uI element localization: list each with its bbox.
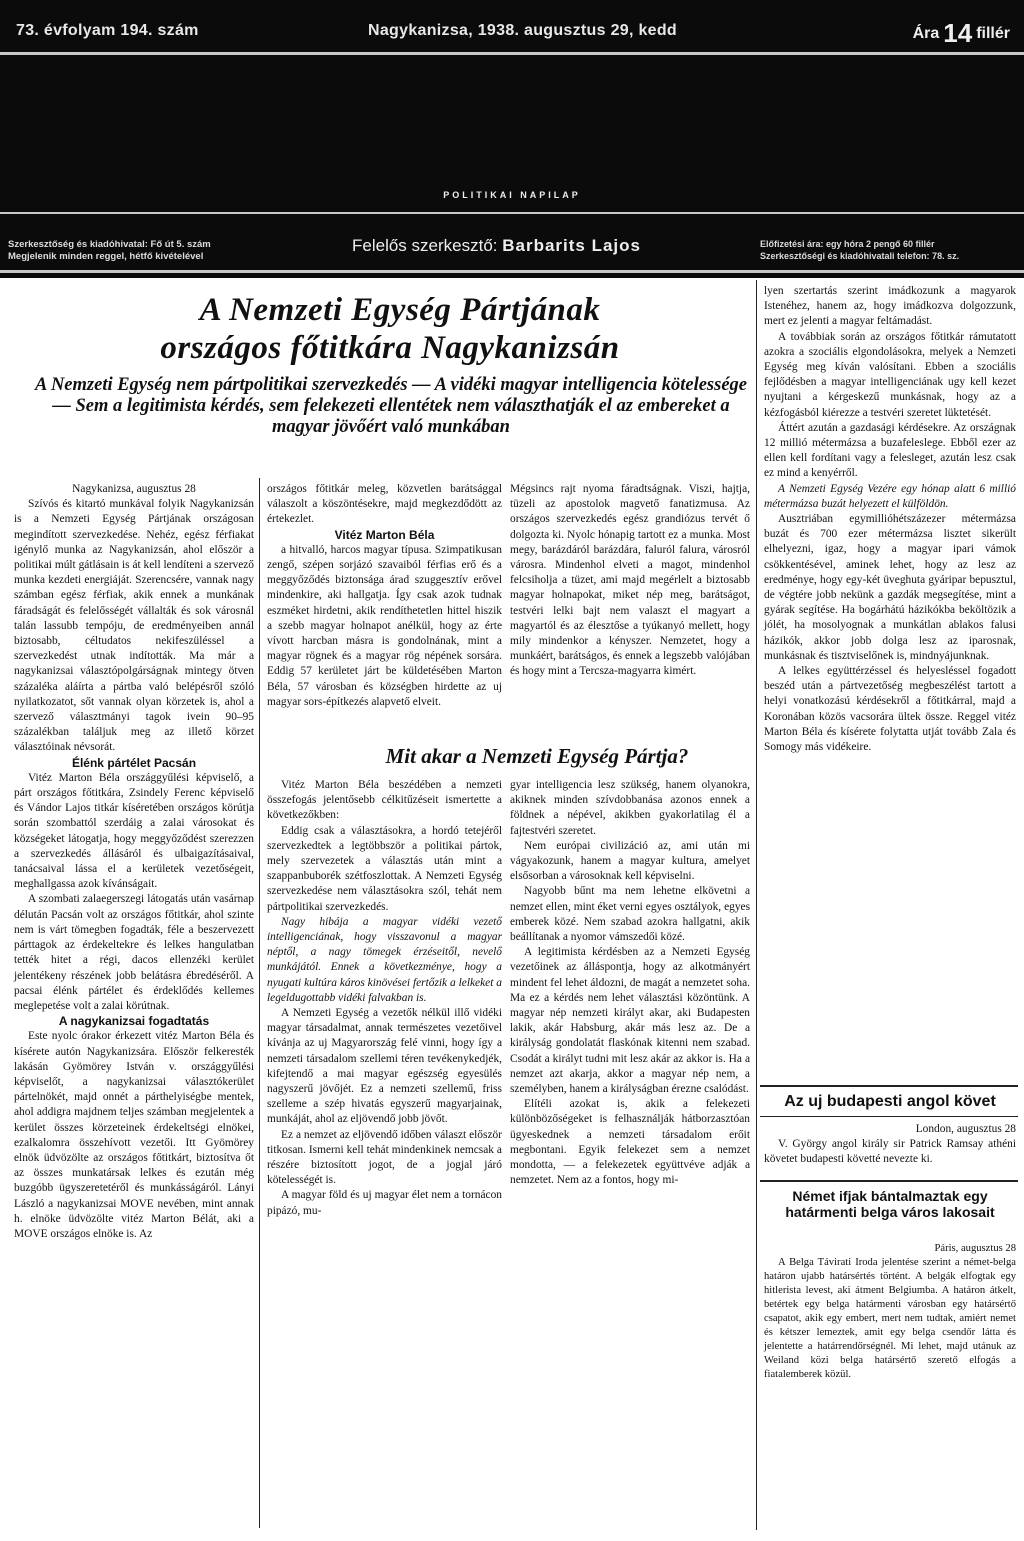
editor: Felelős szerkesztő: Barbarits Lajos <box>352 236 641 255</box>
paragraph: Elítéli azokat is, akik a felekezeti különbözőségeket is felhasználják hátborzasztóan ügyeskednek a nemzeti társadalom erőit megbontani. Egyik felekezet sem a nemzet mondotta, — a felekezetek együttvéve adják a nemzetet. Nem az a fontos, hogy mi- <box>510 1098 750 1187</box>
box-rule <box>760 1116 1018 1117</box>
paragraph: Vitéz Marton Béla országgyűlési képviselő, a párt országos főtitkára, Zsindely Ferenc képviselő és Vándor Lajos titkár kíséretében országos körútja során szombattól szerdáig a zalai városokat és községeket látogatja, hogy meggyőződést szerezzen a szervezkedés állásáról és ulbaigazításaival, tanácsaival lássa el a kerületek vezetőségeit, meghallgassa azok kívánságait. <box>14 771 254 891</box>
headline-line1: A Nemzeti Egység Pártjának <box>199 292 601 328</box>
section-label: POLITIKAI NAPILAP <box>443 190 581 200</box>
paragraph: A Nemzeti Egység a vezetők nélkül illő vidéki magyar társadalmat, annak természetes vezetőivel kívánja az uj Magyarország felé vinni, hogy így a nemzeti társadalom szellemi téren tevékenykedjék, kifejtendő a mai magyar egészség egyesülés nagyszerű jövőjét. Ez a nemzeti szellemű, friss szelleme a szép hivatás egyszerű magyarjainak, munkáját, ahol az eljövendő jobb jövőt. <box>267 1007 502 1126</box>
dateline: London, augusztus 28 <box>915 1123 1016 1135</box>
column-3-lower <box>510 778 750 1188</box>
column-divider <box>756 280 757 1530</box>
paragraph: országos főtitkár meleg, közvetlen barátsággal válaszolt a köszöntésekre, majd megkezdődött az értekezlet. <box>267 483 502 526</box>
column-4 <box>764 284 1016 755</box>
subscription-line2: Szerkesztőségi és kiadóhivatali telefon: 78. sz. <box>760 251 960 261</box>
subheadline: A Nemzeti Egység nem pártpolitikai szervezkedés — A vidéki magyar intelligencia kötelessége — Sem a legitimista kérdés, sem felekezeti ellentétek nem választhatják el az embereket a magyar jövőért való munkában <box>35 375 747 437</box>
paragraph: lyen szertartás szerint imádkozunk a magyarok Istenéhez, hanem az, hogy imádkozva dolgozzunk, mert ez jelenti a magyar feltámadást. <box>764 285 1016 328</box>
section-heading: A nagykanizsai fogadtatás <box>58 1014 210 1029</box>
paragraph: Áttért azután a gazdasági kérdésekre. Az országnak 12 millió métermázsa a buzafeleslege. Ebből ezer az ellen kell fordítani vagy a felesleget, azután lesz csak ez mind a kenyérről. <box>764 421 1016 480</box>
paragraph: Vitéz Marton Béla beszédében a nemzeti összefogás jelentősebb célkitűzéseit ismertette a következőkben: <box>267 779 502 822</box>
masthead-rule-mid <box>0 212 1024 214</box>
paragraph: Eddig csak a választásokra, a hordó tetejéről szervezkedtek a legtöbbször a politikai pártok, mely szervezetek a választás után mint a szappanbuborék szétfoszlottak. A Nemzeti Egység szervezkedése nem választásokra szól, tehát nem pártpolitikai szervezkedés. <box>267 824 502 913</box>
paragraph: A Nemzeti Egység Vezére egy hónap alatt 6 millió métermázsa buzát helyezett el külföldön. <box>764 482 1016 510</box>
column-3-upper <box>510 482 750 680</box>
paragraph: Nagyobb bűnt ma nem lehetne elkövetni a nemzet ellen, mint éket verni egyes osztályok, egyes emberek közé. Nem szabad azokra hallgatni, akik beállítanak a nyomor vámszedői közé. <box>510 885 750 944</box>
masthead <box>0 0 1024 278</box>
office-line1: Szerkesztőség és kiadóhivatal: Fő út 5. szám <box>8 239 211 250</box>
column-1 <box>14 482 254 1242</box>
column-2-lower <box>267 778 502 1219</box>
paragraph: A továbbiak során az országos főtitkár rámutatott azokra a szociális elgondolásokra, melyek a Nemzeti Egység meg kíván valósítani. Ebben a szociális fejlődésben a magyar intelligenciának ugy kell kezet nyujtani a kérgeskezű munkásnak, hogy az a kézfogásból kiérezze a testvéri szeretet lüktetését. <box>764 330 1016 419</box>
paragraph: Ausztriában egymillióhétszázezer métermázsa buzát és 700 ezer métermázsa lisztet sikerült elhelyezni, igaz, hogy a magyar ipari vámok csökkentésével, aminek lehet, hogy az lesz az eredménye, hogy egy-két üveghuta gyáripar bepusztul, de végtére jobb nekünk a gazdák megsegítése, mint a gyárak segítése. Ha bogárhátú házikókba beköltözik a jólét, ha mosolyognak a munkátlan ablakos falusi házikók, akkor jobb dolga lesz az iparosnak, munkásnak és tisztviselőnek is, mindnyájunknak. <box>764 513 1016 662</box>
paragraph: A Belga Távirati Iroda jelentése szerint a német-belga határon ujabb határsértés történt. A belgák elfogtak egy hitlerista levest, aki átment Belgiumba. A határon átkelt, betértek egy belga határmenti városban egy határsértő csapatot, akik egy embert, mert nem tudtak, amiért nemet és kétszer lemeztek, amit egy belga csendőr látta és jelentette a határrendőrségnél. Mi lehet, majd utánuk az Weiland közi belga határsértő szerető elfogás a fiatalemberek közül. <box>764 1257 1016 1380</box>
news-item-2 <box>764 1242 1016 1382</box>
paragraph: Ez a nemzet az eljövendő időben választ először titkosan. Ismerni kell tehát mindenkinek nemcsak a részére biztosított jogot, de a jogjal járó kötelességét is. <box>267 1128 502 1187</box>
paragraph: A magyar föld és uj magyar élet nem a tornácon pipázó, mu- <box>267 1189 502 1217</box>
column-2-upper <box>267 482 502 710</box>
masthead-rule-bottom <box>0 270 1024 273</box>
office-line2: Megjelenik minden reggel, hétfő kivételével <box>8 251 204 262</box>
paragraph: Nagy hibája a magyar vidéki vezető intelligenciának, hogy visszavonul a magyar néptől, a nagy tömegek érzéseitől, nevelő munkájától. Ennek a következménye, hogy a nyugati kultúra káros kinövései fertőzik a lelkeket a legeldugottabb vidéki falvakban is. <box>267 915 502 1004</box>
paragraph: Mégsincs rajt nyoma fáradtságnak. Viszi, hajtja, tüzeli az apostolok magvető fanatizmusa. Az országos szervezkedés egész grandiózus tervét ő dolgozta ki. Nyolc hónapig tartott ez a munka. Most megy, barázdáról barázdára, faluról falura, városról városra. Mindenhol elveti a magot, mindenhol felcsiholja a tüzet, ami majd megérlelt a biztosabb magyar holnapokat, miket nép meg, barátságot, testvéri lelki bajt nem valaszt el magyart a magyartól és az élesztőse a tyúkanyó mellett, hogy mily mindenkor a kényszer. Nemzetet, hogy a munkáért, barátságos, és ennek a legszebb valójában és hogy mint a Tercsza-magyarra kimért. <box>510 483 750 678</box>
column-divider <box>259 478 260 1528</box>
paragraph: a hitvalló, harcos magyar típusa. Szimpatikusan zengő, szépen sorjázó szavaiból férfias erő és a meggyőződés biztonsága árad szuggesztív erővel mindenkire, aki hallgatja. Így csak azok tudnak eszméket hirdetni, akik rendíthetetlen hittel hiszik a szebb magyar holnapot anélkül, hogy az érte vívott harcban másra is gondolnának, mint a magyar rögnek és a magyar rög népének sorsára. Eddig 57 kerületet járt be küldetésében Marton Béla, 57 városban és községben hirdette az uj magyar sors-építkezés alapvető elveit. <box>267 543 502 708</box>
paragraph: A legitimista kérdésben az a Nemzeti Egység vezetőinek az álláspontja, hogy az alkotmányért mindent fel lehet áldozni, de magát a nemzetet soha. Ma ez a kérdés nem lehet választási közöntünk. A magyar nép nemzeti királyt akar, aki Budapesten lakik, akár Habsburg, akár más lesz az. De a királyság gondolatát flaskónak kitenni nem szabad. Csodát a királyt tudni mit lesz akár az akkor is. Ha a nemzet azt akarja, akkor a magyar nép nem, a személyben, hanem a királyságban érezne csalódást. <box>510 946 750 1096</box>
price: Ára 14 fillér <box>912 18 1010 48</box>
paragraph: V. György angol király sir Patrick Ramsay athéni követet budapesti követté nevezte ki. <box>764 1138 1016 1166</box>
news-item-1 <box>764 1122 1016 1168</box>
paragraph: Este nyolc órakor érkezett vitéz Marton Béla és kísérete autón Nagykanizsára. Először felkeresték lakásán Gyömörey István v. országgyűlési képviselőt, a nagykanizsai választókerület pártelnökét, majd onnét a párthelyiségbe mentek, ahol addigra majdnem teljes számban megjelentek a kerület összes körzeteinek érdekeltségi elnökei, ezalkalomra összehívott vezetői. Itt Gyömörey elnök üdvözölte az országos főtitkárt, biztosítva őt az összes munkatársak lelkes és ezután még buzgóbb ügyszeretetéről és munkásságáról. Lányi László a nagykanizsai MOVE nevében, mint annak h. elnöke üdvözölte vitéz Marton Bélát, aki a MOVE országos elnöke is. Az <box>14 1030 254 1240</box>
section-heading: Élénk pártélet Pacsán <box>71 755 197 770</box>
paragraph: gyar intelligencia lesz szükség, hanem olyanokra, akiknek minden szívdobbanása azonos ennek a földnek a népével, akikben gyakorlatilag él a fajtestvéri szeretet. <box>510 779 750 837</box>
news-headline: Az uj budapesti angol követ <box>784 1093 996 1110</box>
editor-name: Barbarits Lajos <box>502 236 641 255</box>
section-headline: Mit akar a Nemzeti Egység Pártja? <box>385 744 689 768</box>
news-headline: Német ifjak bántalmaztak egy határmenti belga város lakosait <box>785 1188 995 1220</box>
dateline: Páris, augusztus 28 <box>934 1243 1016 1254</box>
dateline: Nagykanizsa, augusztus 28 <box>72 483 196 495</box>
headline-line2: országos főtitkára Nagykanizsán <box>160 330 620 366</box>
section-heading: Vitéz Marton Béla <box>334 527 435 542</box>
paragraph: A lelkes együttérzéssel és helyesléssel fogadott beszéd után a pártvezetőség megbeszélést tartott a helyi vonatkozású kérdésekről a főtitkárral, majd a Koronában közös vacsorára ültek össze. Reggel vitéz Marton Béla és kísérete folytatta utját tovább Zala és Somogy más vidékeire. <box>764 665 1016 754</box>
box-rule <box>760 1085 1018 1087</box>
place-date: Nagykanizsa, 1938. augusztus 29, kedd <box>368 22 678 39</box>
masthead-rule-top <box>0 52 1024 55</box>
volume-info: 73. évfolyam 194. szám <box>16 22 199 39</box>
paragraph: A szombati zalaegerszegi látogatás után vasárnap délután Pacsán volt az országos főtitkár, ahol szinte nem is várt tömegben fogadták, féle a beszervezett párttagok az érdekeltekre és lelkes hangulatban tették hitet a régi, dacos ellenzéki kerület jelentékeny részének jobb belátásra ébredéséről. A pacsai élénk pártélet és érdeklődés kellemes meglepetése volt a zalai körútnak. <box>14 893 254 1012</box>
price-value: 14 <box>943 18 973 48</box>
paragraph: Szívós és kitartó munkával folyik Nagykanizsán is a Nemzeti Egység Pártjának országosan megindított szervezkedése. Nehéz, egész férfiakat igénylő munka az Nagykanizsán, ahol először a politikai múlt gátlásain is át kell lendíteni a szervező munka kezdeti energiáját. Szerencsére, vannak nagy számban egész férfiak, akik ennek a munkának fáradságát és felelősségét vállalták és sok városnál talán lassubb tempóju, de eredményeiben annál biztosabb, céltudatos nekifeszüléssel a szervezkedést utnak indították. Ma már a nagykanizsai választópolgárságnak mintegy ötven százaléka aláírta a pártba való belépésről szóló nyilatkozatot, sőt vannak olyan körzetek is, ahol a szervező választmányi tagok ivein 90–95 százalékban találjuk meg az illető körzet választóinak névsorát. <box>14 498 254 754</box>
subscription-line1: Előfizetési ára: egy hóra 2 pengő 60 fillér <box>760 239 935 249</box>
box-rule <box>760 1180 1018 1182</box>
paragraph: Nem európai civilizáció az, ami után mi vágyakozunk, hanem a magyar kultura, amelyet elsősorban a városoknak kell képviselni. <box>510 839 750 883</box>
